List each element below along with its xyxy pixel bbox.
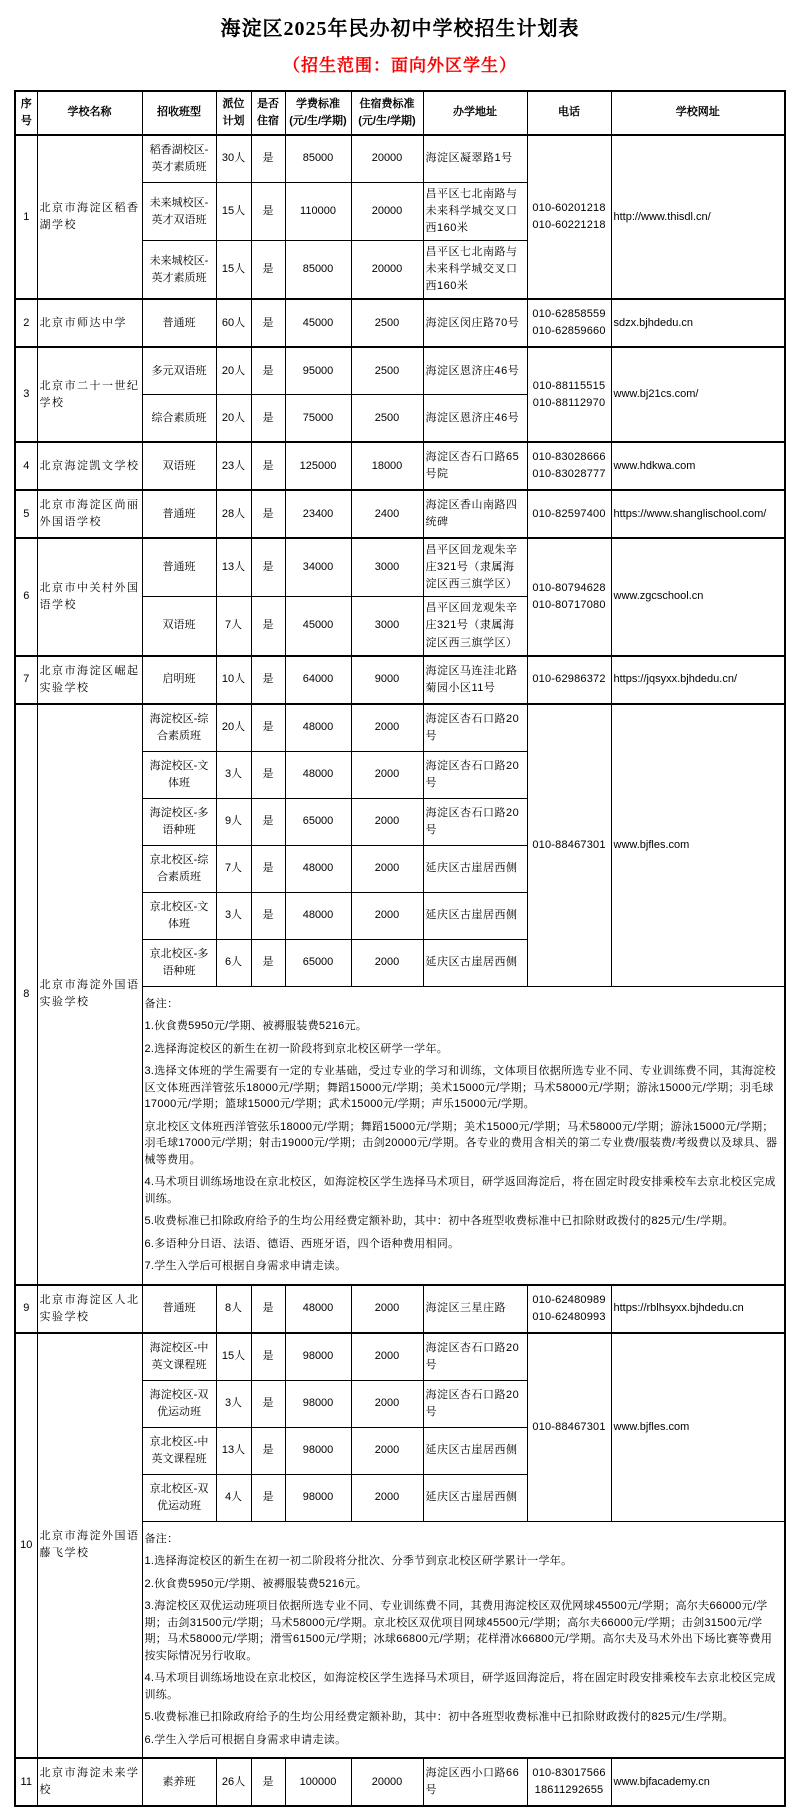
school-name: 北京市海淀未来学校 — [37, 1758, 142, 1806]
school-address: 延庆区古崖居西侧 — [423, 939, 527, 986]
page-subtitle: （招生范围：面向外区学生） — [283, 56, 517, 75]
plan-count: 3人 — [216, 892, 251, 939]
class-type: 未来城校区-英才素质班 — [142, 241, 216, 300]
tuition-fee: 65000 — [285, 798, 351, 845]
plan-count: 23人 — [216, 442, 251, 490]
lodging-fee: 2000 — [351, 845, 423, 892]
col-header-board: 是否 住宿 — [251, 91, 285, 135]
boarding-flag: 是 — [251, 1474, 285, 1521]
boarding-flag: 是 — [251, 1333, 285, 1381]
plan-count: 28人 — [216, 490, 251, 538]
school-website: www.bjfles.com — [611, 1333, 785, 1522]
school-address: 海淀区杏石口路20号 — [423, 798, 527, 845]
boarding-flag: 是 — [251, 183, 285, 241]
school-no: 3 — [15, 347, 37, 442]
lodging-fee: 20000 — [351, 135, 423, 183]
school-address: 海淀区杏石口路65号院 — [423, 442, 527, 490]
class-type: 京北校区-文体班 — [142, 892, 216, 939]
tuition-fee: 23400 — [285, 490, 351, 538]
plan-count: 9人 — [216, 798, 251, 845]
note-line: 6.多语种分日语、法语、德语、西班牙语，四个语种费用相同。 — [144, 1237, 460, 1250]
note-line: 4.马术项目训练场地设在京北校区，如海淀校区学生选择马术项目，研学返回海淀后，将在固定时段安排乘校车去京北校区完成训练。 — [144, 1176, 776, 1205]
lodging-fee: 2000 — [351, 892, 423, 939]
tuition-fee: 48000 — [285, 704, 351, 752]
school-address: 海淀区闵庄路70号 — [423, 299, 527, 347]
school-address: 昌平区七北南路与未来科学城交叉口西160米 — [423, 241, 527, 300]
class-type: 普通班 — [142, 538, 216, 597]
plan-count: 15人 — [216, 241, 251, 300]
phone-numbers: 010-83017566 18611292655 — [527, 1758, 611, 1806]
school-name: 北京市海淀外国语藤飞学校 — [37, 1333, 142, 1759]
plan-count: 13人 — [216, 538, 251, 597]
notes-cell — [142, 986, 785, 1285]
note-line: 7.学生入学后可根据自身需求申请走读。 — [144, 1260, 347, 1273]
class-type: 双语班 — [142, 442, 216, 490]
school-address: 海淀区杏石口路20号 — [423, 751, 527, 798]
lodging-fee: 2000 — [351, 1380, 423, 1427]
tuition-fee: 48000 — [285, 892, 351, 939]
boarding-flag: 是 — [251, 490, 285, 538]
tuition-fee: 98000 — [285, 1380, 351, 1427]
tuition-fee: 65000 — [285, 939, 351, 986]
school-no: 8 — [15, 704, 37, 1285]
tuition-fee: 98000 — [285, 1427, 351, 1474]
tuition-fee: 45000 — [285, 597, 351, 656]
school-website: https://rblhsyxx.bjhdedu.cn — [611, 1285, 785, 1333]
lodging-fee: 2000 — [351, 939, 423, 986]
school-website: https://jqsyxx.bjhdedu.cn/ — [611, 656, 785, 704]
boarding-flag: 是 — [251, 347, 285, 395]
plan-count: 20人 — [216, 395, 251, 443]
tuition-fee: 95000 — [285, 347, 351, 395]
class-type: 启明班 — [142, 656, 216, 704]
boarding-flag: 是 — [251, 395, 285, 443]
boarding-flag: 是 — [251, 845, 285, 892]
class-type: 素养班 — [142, 1758, 216, 1806]
class-row — [15, 1285, 785, 1333]
school-website: http://www.thisdl.cn/ — [611, 135, 785, 299]
class-type: 普通班 — [142, 490, 216, 538]
boarding-flag: 是 — [251, 299, 285, 347]
boarding-flag: 是 — [251, 939, 285, 986]
col-header-address: 办学地址 — [423, 91, 527, 135]
school-address: 昌平区回龙观朱辛庄321号（隶属海淀区西三旗学区） — [423, 538, 527, 597]
boarding-flag: 是 — [251, 751, 285, 798]
tuition-fee: 110000 — [285, 183, 351, 241]
tuition-fee: 98000 — [285, 1474, 351, 1521]
school-name: 北京市海淀区崛起实验学校 — [37, 656, 142, 704]
phone-numbers: 010-88467301 — [527, 1333, 611, 1522]
class-type: 京北校区-综合素质班 — [142, 845, 216, 892]
boarding-flag: 是 — [251, 1758, 285, 1806]
school-address: 海淀区恩济庄46号 — [423, 395, 527, 443]
plan-count: 20人 — [216, 347, 251, 395]
class-row — [15, 347, 785, 395]
school-address: 延庆区古崖居西侧 — [423, 892, 527, 939]
plan-count: 7人 — [216, 597, 251, 656]
school-address: 延庆区古崖居西侧 — [423, 845, 527, 892]
phone-numbers: 010-62986372 — [527, 656, 611, 704]
school-no: 5 — [15, 490, 37, 538]
school-name: 北京市中关村外国语学校 — [37, 538, 142, 655]
tuition-fee: 75000 — [285, 395, 351, 443]
plan-count: 10人 — [216, 656, 251, 704]
plan-count: 6人 — [216, 939, 251, 986]
class-row — [15, 442, 785, 490]
phone-numbers: 010-83028666 010-83028777 — [527, 442, 611, 490]
tuition-fee: 85000 — [285, 135, 351, 183]
phone-numbers: 010-82597400 — [527, 490, 611, 538]
col-header-phone: 电话 — [527, 91, 611, 135]
plan-count: 30人 — [216, 135, 251, 183]
class-type: 未来城校区-英才双语班 — [142, 183, 216, 241]
school-address: 海淀区西小口路66号 — [423, 1758, 527, 1806]
class-row — [15, 1758, 785, 1806]
school-no: 10 — [15, 1333, 37, 1759]
school-name: 北京市海淀外国语实验学校 — [37, 704, 142, 1285]
note-line: 京北校区文体班西洋管弦乐18000元/学期；舞蹈15000元/学期；美术15000元/学期；马术58000元/学期；游泳15000元/学期；羽毛球17000元/学期；射击19000元/学期；击剑20000元/学期。各专业的费用含相关的第二专业费/服装费/考级费以及球具、器械等费用。 — [144, 1120, 778, 1166]
note-line: 备注： — [144, 1532, 179, 1545]
class-type: 海淀校区-双优运动班 — [142, 1380, 216, 1427]
school-name: 北京海淀凯文学校 — [37, 442, 142, 490]
boarding-flag: 是 — [251, 656, 285, 704]
school-website: www.bj21cs.com/ — [611, 347, 785, 442]
boarding-flag: 是 — [251, 135, 285, 183]
class-type: 综合素质班 — [142, 395, 216, 443]
note-line: 3.海淀校区双优运动班项目依据所选专业不同、专业训练费不同，其费用海淀校区双优网球45500元/学期；高尔夫66000元/学期；击剑31500元/学期；马术58000元/学期。京北校区双优项目网球45500元/学期；高尔夫66000元/学期；击剑31500元/学期；马术58000元/学期；滑雪61500元/学期；冰球66800元/学期；花样滑冰66800元/学期。高尔夫及马术外出下场比赛等费用按实际情况另行收取。 — [144, 1600, 773, 1662]
school-address: 延庆区古崖居西侧 — [423, 1474, 527, 1521]
col-header-website: 学校网址 — [611, 91, 785, 135]
lodging-fee: 20000 — [351, 1758, 423, 1806]
boarding-flag: 是 — [251, 442, 285, 490]
class-type: 京北校区-多语种班 — [142, 939, 216, 986]
note-line: 2.伙食费5950元/学期、被褥服装费5216元。 — [144, 1577, 368, 1590]
class-row — [15, 704, 785, 752]
lodging-fee: 18000 — [351, 442, 423, 490]
tuition-fee: 98000 — [285, 1333, 351, 1381]
class-type: 海淀校区-综合素质班 — [142, 704, 216, 752]
boarding-flag: 是 — [251, 704, 285, 752]
lodging-fee: 2500 — [351, 299, 423, 347]
school-address: 海淀区凝翠路1号 — [423, 135, 527, 183]
phone-numbers: 010-88467301 — [527, 704, 611, 987]
tuition-fee: 48000 — [285, 1285, 351, 1333]
class-type: 海淀校区-文体班 — [142, 751, 216, 798]
tuition-fee: 100000 — [285, 1758, 351, 1806]
col-header-plan: 派位 计划 — [216, 91, 251, 135]
boarding-flag: 是 — [251, 798, 285, 845]
school-website: www.hdkwa.com — [611, 442, 785, 490]
boarding-flag: 是 — [251, 241, 285, 300]
lodging-fee: 2000 — [351, 751, 423, 798]
note-line: 备注： — [144, 997, 179, 1010]
phone-numbers: 010-80794628 010-80717080 — [527, 538, 611, 655]
class-row — [15, 538, 785, 597]
plan-count: 4人 — [216, 1474, 251, 1521]
school-address: 昌平区七北南路与未来科学城交叉口西160米 — [423, 183, 527, 241]
class-row — [15, 1333, 785, 1381]
note-line: 5.收费标准已扣除政府给予的生均公用经费定额补助，其中：初中各班型收费标准中已扣除财政拨付的825元/生/学期。 — [144, 1711, 734, 1724]
class-type: 普通班 — [142, 299, 216, 347]
class-type: 双语班 — [142, 597, 216, 656]
school-address: 海淀区香山南路四统碑 — [423, 490, 527, 538]
col-header-school: 学校名称 — [37, 91, 142, 135]
tuition-fee: 125000 — [285, 442, 351, 490]
col-header-lodging: 住宿费标准 (元/生/学期) — [351, 91, 423, 135]
note-line: 4.马术项目训练场地设在京北校区，如海淀校区学生选择马术项目，研学返回海淀后，将在固定时段安排乘校车去京北校区完成训练。 — [144, 1672, 776, 1701]
plan-count: 15人 — [216, 183, 251, 241]
plan-count: 60人 — [216, 299, 251, 347]
col-header-tuition: 学费标准 (元/生/学期) — [285, 91, 351, 135]
lodging-fee: 20000 — [351, 241, 423, 300]
school-address: 海淀区杏石口路20号 — [423, 704, 527, 752]
plan-count: 8人 — [216, 1285, 251, 1333]
note-line: 6.学生入学后可根据自身需求申请走读。 — [144, 1733, 347, 1746]
school-website: sdzx.bjhdedu.cn — [611, 299, 785, 347]
school-website: www.bjfles.com — [611, 704, 785, 987]
boarding-flag: 是 — [251, 1380, 285, 1427]
col-header-no: 序号 — [15, 91, 37, 135]
header-row — [15, 91, 785, 135]
lodging-fee: 9000 — [351, 656, 423, 704]
school-address: 海淀区杏石口路20号 — [423, 1333, 527, 1381]
plan-count: 3人 — [216, 1380, 251, 1427]
table-body — [15, 135, 785, 1806]
plan-count: 15人 — [216, 1333, 251, 1381]
school-name: 北京市海淀区稻香湖学校 — [37, 135, 142, 299]
phone-numbers: 010-62858559 010-62859660 — [527, 299, 611, 347]
lodging-fee: 3000 — [351, 538, 423, 597]
class-row — [15, 656, 785, 704]
tuition-fee: 45000 — [285, 299, 351, 347]
school-no: 2 — [15, 299, 37, 347]
school-name: 北京市二十一世纪学校 — [37, 347, 142, 442]
note-line: 1.选择海淀校区的新生在初一初二阶段将分批次、分季节到京北校区研学累计一学年。 — [144, 1555, 573, 1568]
class-type: 海淀校区-多语种班 — [142, 798, 216, 845]
lodging-fee: 2000 — [351, 1427, 423, 1474]
class-type: 京北校区-双优运动班 — [142, 1474, 216, 1521]
lodging-fee: 2000 — [351, 798, 423, 845]
note-line: 3.选择文体班的学生需要有一定的专业基础，受过专业的学习和训练，文体项目依据所选专业不同、专业训练费不同，其海淀校区文体班西洋管弦乐18000元/学期；舞蹈15000元/学期；美术15000元/学期；马术58000元/学期；游泳15000元/学期；羽毛球17000元/学期；篮球15000元/学期；武术15000元/学期；声乐15000元/学期。 — [144, 1065, 776, 1111]
phone-numbers: 010-88115515 010-88112970 — [527, 347, 611, 442]
school-website: www.bjfacademy.cn — [611, 1758, 785, 1806]
school-website: www.zgcschool.cn — [611, 538, 785, 655]
enrollment-plan-table — [14, 90, 786, 1807]
class-type: 海淀校区-中英文课程班 — [142, 1333, 216, 1381]
plan-count: 13人 — [216, 1427, 251, 1474]
school-no: 9 — [15, 1285, 37, 1333]
school-address: 海淀区三星庄路 — [423, 1285, 527, 1333]
school-address: 延庆区古崖居西侧 — [423, 1427, 527, 1474]
tuition-fee: 34000 — [285, 538, 351, 597]
boarding-flag: 是 — [251, 1427, 285, 1474]
tuition-fee: 85000 — [285, 241, 351, 300]
class-type: 稻香湖校区-英才素质班 — [142, 135, 216, 183]
col-header-class: 招收班型 — [142, 91, 216, 135]
plan-count: 20人 — [216, 704, 251, 752]
tuition-fee: 48000 — [285, 845, 351, 892]
lodging-fee: 3000 — [351, 597, 423, 656]
school-name: 北京市海淀区尚丽外国语学校 — [37, 490, 142, 538]
lodging-fee: 20000 — [351, 183, 423, 241]
lodging-fee: 2400 — [351, 490, 423, 538]
lodging-fee: 2500 — [351, 347, 423, 395]
lodging-fee: 2000 — [351, 1285, 423, 1333]
plan-count: 3人 — [216, 751, 251, 798]
school-name: 北京市师达中学 — [37, 299, 142, 347]
school-no: 4 — [15, 442, 37, 490]
school-no: 11 — [15, 1758, 37, 1806]
school-address: 海淀区恩济庄46号 — [423, 347, 527, 395]
school-no: 7 — [15, 656, 37, 704]
boarding-flag: 是 — [251, 892, 285, 939]
school-address: 海淀区马连洼北路菊园小区11号 — [423, 656, 527, 704]
lodging-fee: 2500 — [351, 395, 423, 443]
table-header — [15, 91, 785, 135]
school-address: 昌平区回龙观朱辛庄321号（隶属海淀区西三旗学区） — [423, 597, 527, 656]
tuition-fee: 64000 — [285, 656, 351, 704]
lodging-fee: 2000 — [351, 704, 423, 752]
boarding-flag: 是 — [251, 597, 285, 656]
boarding-flag: 是 — [251, 1285, 285, 1333]
school-no: 1 — [15, 135, 37, 299]
class-row — [15, 299, 785, 347]
school-no: 6 — [15, 538, 37, 655]
lodging-fee: 2000 — [351, 1474, 423, 1521]
school-name: 北京市海淀区人北实验学校 — [37, 1285, 142, 1333]
class-row — [15, 490, 785, 538]
boarding-flag: 是 — [251, 538, 285, 597]
class-type: 普通班 — [142, 1285, 216, 1333]
tuition-fee: 48000 — [285, 751, 351, 798]
note-line: 2.选择海淀校区的新生在初一阶段将到京北校区研学一学年。 — [144, 1042, 449, 1055]
plan-count: 26人 — [216, 1758, 251, 1806]
lodging-fee: 2000 — [351, 1333, 423, 1381]
school-address: 海淀区杏石口路20号 — [423, 1380, 527, 1427]
page-title: 海淀区2025年民办初中学校招生计划表 — [220, 18, 580, 40]
plan-count: 7人 — [216, 845, 251, 892]
phone-numbers: 010-60201218 010-60221218 — [527, 135, 611, 299]
note-line: 5.收费标准已扣除政府给予的生均公用经费定额补助，其中：初中各班型收费标准中已扣除财政拨付的825元/生/学期。 — [144, 1215, 734, 1228]
phone-numbers: 010-62480989 010-62480993 — [527, 1285, 611, 1333]
notes-cell — [142, 1521, 785, 1758]
class-type: 多元双语班 — [142, 347, 216, 395]
note-line: 1.伙食费5950元/学期、被褥服装费5216元。 — [144, 1020, 368, 1033]
school-website: https://www.shanglischool.com/ — [611, 490, 785, 538]
class-type: 京北校区-中英文课程班 — [142, 1427, 216, 1474]
class-row — [15, 135, 785, 183]
